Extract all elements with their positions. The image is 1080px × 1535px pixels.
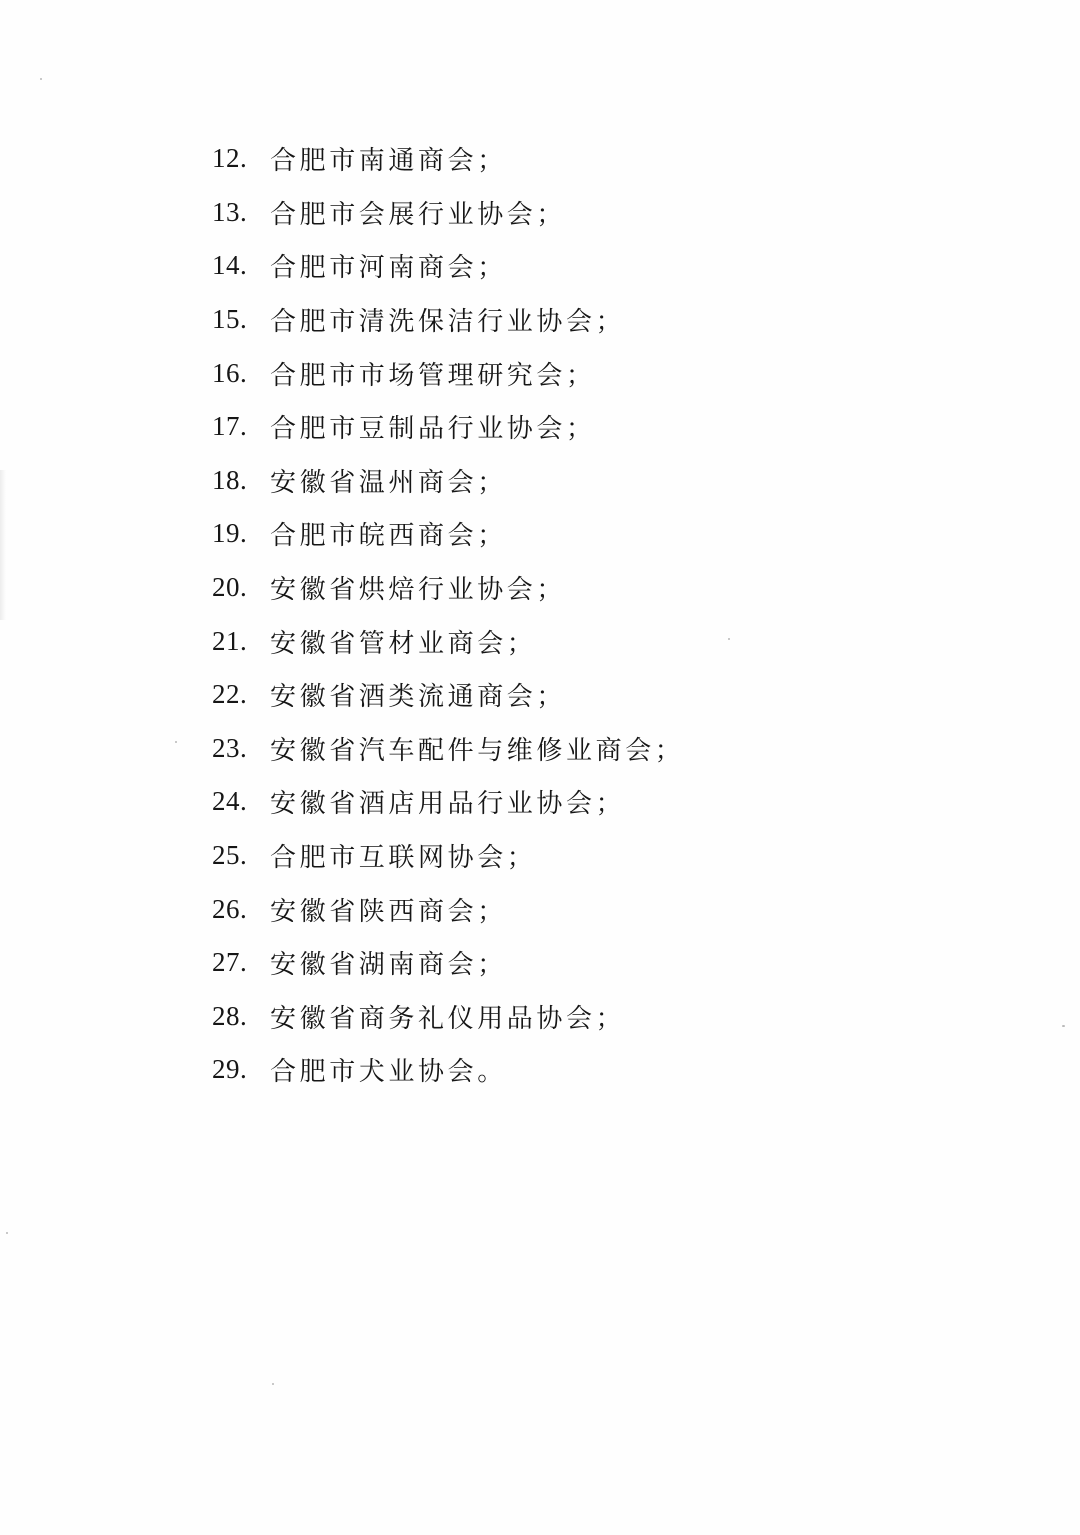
item-number: 24. xyxy=(212,786,248,817)
item-name: 合肥市河南商会； xyxy=(270,253,507,284)
list-item xyxy=(212,775,684,829)
list-item xyxy=(212,614,684,668)
item-number: 22. xyxy=(212,679,248,710)
item-name: 安徽省湖南商会； xyxy=(270,950,507,981)
list-item xyxy=(212,186,684,240)
list-item xyxy=(212,293,684,347)
list-item xyxy=(212,507,684,561)
list-item xyxy=(212,346,684,400)
item-number: 28. xyxy=(212,1000,248,1031)
item-name: 合肥市皖西商会； xyxy=(270,521,507,552)
item-number: 17. xyxy=(212,411,248,442)
item-number: 15. xyxy=(212,304,248,335)
item-number: 19. xyxy=(212,518,248,549)
item-number: 20. xyxy=(212,572,248,603)
scan-speck xyxy=(728,638,730,640)
scan-speck xyxy=(175,741,177,743)
item-name: 合肥市市场管理研究会； xyxy=(270,360,596,391)
item-name: 安徽省陕西商会； xyxy=(270,896,507,927)
item-name: 合肥市清洗保洁行业协会； xyxy=(270,307,626,338)
item-number: 13. xyxy=(212,196,248,227)
item-name: 合肥市豆制品行业协会； xyxy=(270,414,596,445)
list-item xyxy=(212,454,684,508)
item-number: 25. xyxy=(212,840,248,871)
list-item xyxy=(212,936,684,990)
item-number: 27. xyxy=(212,947,248,978)
list-item xyxy=(212,990,684,1044)
item-name: 安徽省汽车配件与维修业商会； xyxy=(270,735,685,766)
item-number: 29. xyxy=(212,1054,248,1085)
scan-speck xyxy=(1062,1025,1065,1027)
item-name: 安徽省酒店用品行业协会； xyxy=(270,789,626,820)
scan-speck xyxy=(6,1232,8,1234)
item-number: 23. xyxy=(212,732,248,763)
list-item xyxy=(212,239,684,293)
list-item xyxy=(212,882,684,936)
item-number: 12. xyxy=(212,143,248,174)
item-number: 16. xyxy=(212,357,248,388)
item-name: 安徽省烘焙行业协会； xyxy=(270,575,567,606)
list-item xyxy=(212,561,684,615)
item-name: 合肥市南通商会； xyxy=(270,146,507,177)
item-name: 合肥市会展行业协会； xyxy=(270,199,567,230)
item-number: 26. xyxy=(212,893,248,924)
scan-speck xyxy=(272,1383,274,1385)
list-item xyxy=(212,400,684,454)
item-name: 安徽省管材业商会； xyxy=(270,628,537,659)
item-number: 18. xyxy=(212,464,248,495)
item-name: 安徽省商务礼仪用品协会； xyxy=(270,1003,626,1034)
list-item xyxy=(212,1043,684,1097)
item-number: 21. xyxy=(212,625,248,656)
organization-list xyxy=(212,132,684,1097)
list-item xyxy=(212,829,684,883)
item-name: 合肥市互联网协会； xyxy=(270,843,537,874)
item-name: 安徽省酒类流通商会； xyxy=(270,682,567,713)
list-item xyxy=(212,132,684,186)
list-item xyxy=(212,668,684,722)
scan-speck xyxy=(40,78,42,80)
item-number: 14. xyxy=(212,250,248,281)
item-name: 安徽省温州商会； xyxy=(270,467,507,498)
scan-edge-shadow xyxy=(0,470,6,620)
item-name: 合肥市犬业协会。 xyxy=(270,1057,507,1088)
list-item xyxy=(212,722,684,776)
